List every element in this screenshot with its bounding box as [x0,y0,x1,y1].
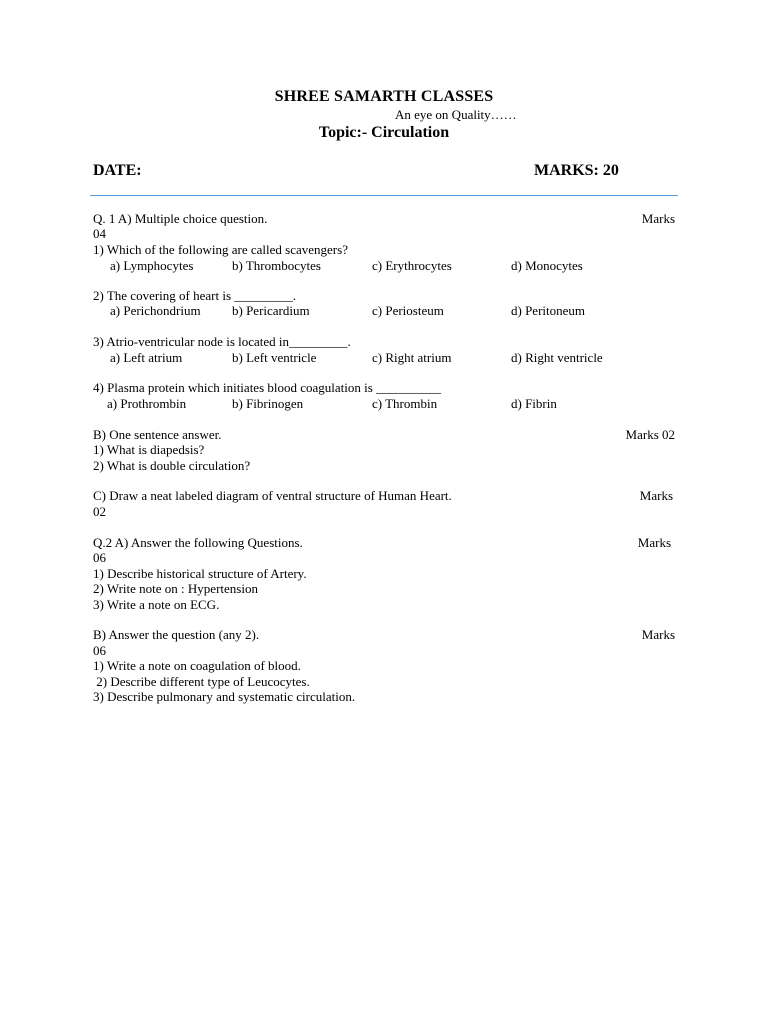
q2a-heading: Q.2 A) Answer the following Questions. [93,535,303,550]
long-answer-question: 1) Write a note on coagulation of blood. [93,658,301,673]
mcq-question: 2) The covering of heart is _________. [93,288,297,303]
q1c-heading: C) Draw a neat labeled diagram of ventral structure of Human Heart. [93,488,452,503]
mcq-option: c) Periosteum [372,303,444,318]
tagline: An eye on Quality…… [395,107,517,122]
mcq-option: d) Fibrin [511,396,557,411]
header-divider [90,195,678,196]
mcq-option: a) Lymphocytes [110,258,194,273]
q1c-marks-value: 02 [93,504,106,519]
mcq-option: d) Peritoneum [511,303,586,318]
q2a-marks-value: 06 [93,550,106,565]
topic-title: Topic:- Circulation [318,124,450,141]
mcq-option: c) Erythrocytes [372,258,452,273]
short-answer-question: 2) What is double circulation? [93,458,251,473]
mcq-option: c) Thrombin [372,396,438,411]
date-label: DATE: [93,162,142,179]
mcq-option: a) Prothrombin [107,396,187,411]
mcq-question: 4) Plasma protein which initiates blood coagulation is __________ [93,380,442,395]
mcq-option: d) Monocytes [511,258,583,273]
q1b-marks: Marks 02 [625,427,675,442]
q2b-marks-value: 06 [93,643,106,658]
q1a-marks-word: Marks [641,211,675,226]
mcq-option: a) Left atrium [110,350,183,365]
institute-name: SHREE SAMARTH CLASSES [274,88,494,105]
mcq-question: 3) Atrio-ventricular node is located in_________. [93,334,351,349]
q2a-marks-word: Marks [637,535,671,550]
long-answer-question: 1) Describe historical structure of Artery. [93,566,307,581]
q1c-marks-word: Marks [639,488,673,503]
mcq-option: b) Left ventricle [232,350,317,365]
long-answer-question: 2) Write note on : Hypertension [93,581,258,596]
mcq-option: d) Right ventricle [511,350,603,365]
mcq-option: a) Perichondrium [110,303,201,318]
mcq-option: b) Thrombocytes [232,258,321,273]
q2b-heading: B) Answer the question (any 2). [93,627,260,642]
mcq-option: b) Fibrinogen [232,396,304,411]
q1a-marks-value: 04 [93,226,106,241]
q2b-marks-word: Marks [641,627,675,642]
long-answer-question: 3) Describe pulmonary and systematic circulation. [93,689,356,704]
short-answer-question: 1) What is diapedsis? [93,442,205,457]
long-answer-question: 3) Write a note on ECG. [93,597,220,612]
mcq-option: b) Pericardium [232,303,310,318]
mcq-question: 1) Which of the following are called scavengers? [93,242,348,257]
mcq-option: c) Right atrium [372,350,452,365]
total-marks: MARKS: 20 [534,162,619,179]
q1a-heading: Q. 1 A) Multiple choice question. [93,211,268,226]
q1b-heading: B) One sentence answer. [93,427,222,442]
long-answer-question: 2) Describe different type of Leucocytes. [93,674,310,689]
